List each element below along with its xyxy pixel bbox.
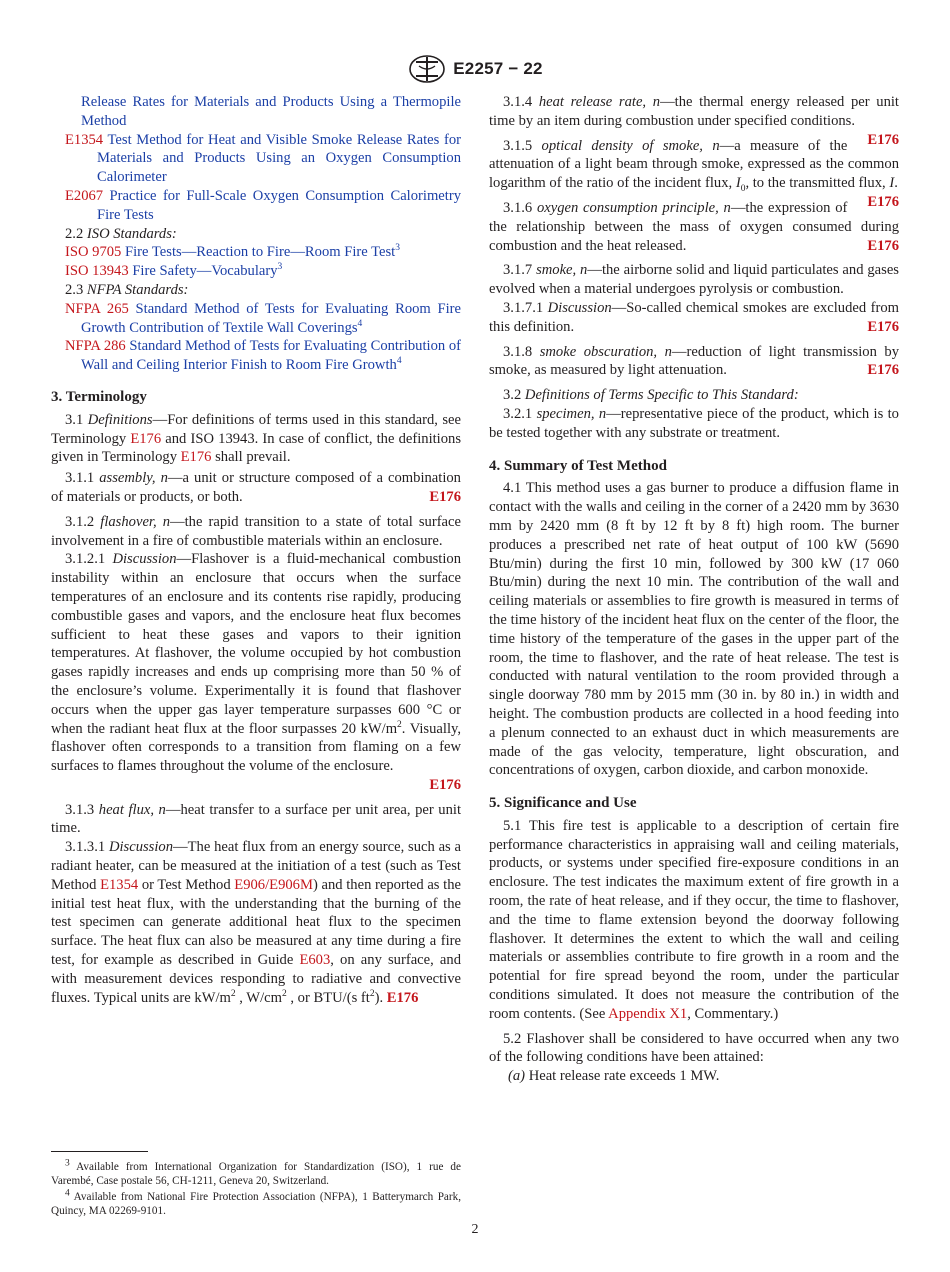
reference-e1354[interactable]: E1354 Test Method for Heat and Visible Smoke Release Rates for Materials and Products Using an Oxygen Consumption Calorimeter [65, 131, 461, 186]
paragraph-3-2: 3.2 Definitions of Terms Specific to This Standard: [503, 387, 799, 404]
paragraph-3-1-1: 3.1.1 assembly, n—a unit or structure composed of a combination of materials or products, or both. E176 [51, 470, 461, 505]
link-e176[interactable]: E176 [180, 449, 212, 466]
link-e1354[interactable]: E1354 [100, 876, 139, 893]
paragraph-4-1: 4.1 This method uses a gas burner to produce a diffusion flame in contact with the walls and ceiling in the corner of a 2420 mm by 3630 mm by 2420 mm (8 ft by 12 ft by 8 ft) high room. The burner produces a prescribed net rate of heat output of 100 kW (5690 Btu/min) during the first 10 min, followed by 300 kW (17 060 Btu/min) during the next 10 min. The contribution of the wall and ceiling materials or assemblies to fire growth is measured in terms of the time history of the incident heat flux on the center of the floor, the time history of the temperature of the gases in the upper part of the room, the time to flashover, and the rate of heat release. The test is conducted with natural ventilation to the room provided through a single doorway 780 mm by 2015 mm (30 in. by 80 in.) in width and height. The combustion products are collected in a hood feeding into a plenum connected to an exhaust duct in which measurements are made of the gas velocity, temperature, light obscuration, and concentrations of oxygen, carbon dioxide, and carbon monoxide. [489, 480, 899, 779]
paragraph-3-1-4: 3.1.4 heat release rate, n—the thermal energy released per unit time by an item during combustion under specified conditions. E176 [489, 94, 899, 148]
reference-nfpa-265[interactable]: NFPA 265 Standard Method of Tests for Evaluating Room Fire Growth Contribution of Textile Wall Coverings$^4$ [65, 300, 461, 336]
footnote-4: $^4$ Available from National Fire Protection Association (NFPA), 1 Batterymarch Park, Quincy, MA 02269-9101. [51, 1188, 461, 1217]
nfpa-standards-heading: 2.3 NFPA Standards: [65, 281, 189, 298]
paragraph-3-1-5: 3.1.5 optical density of smoke, n—a measure of the attenuation of a light beam through smoke, expressed as the common logarithm of the ratio of the incident flux, $I_0$, to the transmitted flux, I. E176 [489, 137, 899, 210]
paragraph-3-1-2-1: 3.1.2.1 Discussion—Flashover is a fluid-mechanical combustion instability within an enclosure that occurs when the surface temperatures of an enclosure and its contents rise rapidly, producing combustible gases and vapors, and the enclosure heat flux becomes sufficient to heat these gases and vapors to their ignition temperatures. At flashover, the volume occupied by hot combustion gases rapidly increases and ends up comprising more than 50 % of the enclosure’s volume. Experimentally it is found that flashover occurs when the upper gas layer temperature surpasses 600 °C or when the radiant heat flux at the floor surpasses 20 $kW/m^2$. Visually, flashover often corresponds to a transition from flaming on a few surfaces to flames throughout the volume of the enclosure. [51, 551, 461, 775]
section-4-heading: 4. Summary of Test Method [489, 457, 667, 474]
e176-tag[interactable]: E176 [867, 193, 899, 210]
e176-tag[interactable]: E176 [867, 318, 899, 335]
list-item-a: (a) Heat release rate exceeds 1 MW. [508, 1068, 720, 1085]
reference-continuation[interactable]: Release Rates for Materials and Products Using a Thermopile Method [81, 94, 461, 129]
reference-e2067[interactable]: E2067 Practice for Full-Scale Oxygen Consumption Calorimetry Fire Tests [65, 187, 461, 223]
paragraph-3-1-3: 3.1.3 heat flux, n—heat transfer to a surface per unit area, per unit time. [51, 801, 461, 837]
e176-tag[interactable]: E176 [867, 131, 899, 148]
reference-iso-9705[interactable]: ISO 9705 Fire Tests—Reaction to Fire—Room Fire Test$^3$ [65, 243, 400, 261]
reference-nfpa-286[interactable]: NFPA 286 Standard Method of Tests for Evaluating Contribution of Wall and Ceiling Interior Finish to Room Fire Growth$^4$ [65, 338, 461, 374]
link-e603[interactable]: E603 [299, 952, 331, 969]
right-column [489, 93, 899, 1086]
paragraph-3-1-7: 3.1.7 smoke, n—the airborne solid and liquid particulates and gases evolved when a material undergoes pyrolysis or combustion. [489, 262, 899, 298]
page-header [0, 54, 950, 84]
paragraph-3-1-8: 3.1.8 smoke obscuration, n—reduction of light transmission by smoke, as measured by light attenuation. E176 [489, 343, 899, 379]
section-5-heading: 5. Significance and Use [489, 795, 637, 812]
paragraph-3-2-1: 3.2.1 specimen, n—representative piece of the product, which is to be tested together with any substrate or treatment. [489, 405, 899, 441]
standard-designation: E2257 − 22 [453, 59, 543, 78]
left-column [51, 93, 461, 1007]
paragraph-3-1-7-1: 3.1.7.1 Discussion—So-called chemical smokes are excluded from this definition. E176 [489, 299, 899, 335]
page-number: 2 [471, 1222, 479, 1237]
section-3-heading: 3. Terminology [51, 388, 147, 405]
e176-tag[interactable]: E176 [867, 362, 899, 379]
paragraph-3-1-6: 3.1.6 oxygen consumption principle, n—the expression of the relationship between the mass of oxygen consumed during combustion and the heat released. E176 [489, 199, 899, 254]
e176-tag-line [51, 776, 461, 795]
link-appendix-x1[interactable]: Appendix X1 [608, 1005, 688, 1022]
e176-tag[interactable]: E176 [429, 776, 461, 793]
footnote-3: $^3$ Available from International Organization for Standardization (ISO), 1 rue de Varembé, Case postale 56, CH-1211, Geneva 20, Switzerland. [51, 1158, 461, 1187]
e176-tag[interactable]: E176 [429, 488, 461, 505]
paragraph-3-1-3-1: 3.1.3.1 Discussion—The heat flux from an energy source, such as a radiant heater, can be measured at the initiation of a test (such as Test Method E1354 or Test Method E906/E906M) and then reported as the initial test heat flux, with the understanding that the burning of the test specimen can generate additional heat flux to the specimen surface. The heat flux can also be measured at any time during a fire test, for example as described in Guide E603, on any surface, and with measurement devices responding to radiative and convective fluxes. Typical units are $kW/m^2$ , $W/cm^2$ , or BTU/(s $ft^2$). E176 [51, 839, 462, 1006]
link-e176[interactable]: E176 [130, 430, 162, 447]
paragraph-5-1: 5.1 This fire test is applicable to a description of certain fire performance characteristics in appraising wall and ceiling materials, products, or systems under specified fire-exposure conditions in an enclosure. The test indicates the maximum extent of fire growth in a room, the rate of heat release, and if they occur, the time to flashover, and the time to flame extension beyond the doorway following flashover. It determines the extent to which the wall and ceiling materials or assemblies contribute to fire growth in a room and the potential for fire spread beyond the room, under the particular conditions simulated. It does not measure the contribution of the room contents. (See Appendix X1, Commentary.) [489, 817, 899, 1022]
iso-standards-heading: 2.2 ISO Standards: [65, 225, 177, 242]
paragraph-3-1: 3.1 Definitions—For definitions of terms used in this standard, see Terminology E176 and ISO 13943. In case of conflict, the definitions given in Terminology E176 shall prevail. [51, 411, 462, 466]
reference-iso-13943[interactable]: ISO 13943 Fire Safety—Vocabulary$^3$ [65, 262, 283, 280]
paragraph-5-2: 5.2 Flashover shall be considered to have occurred when any two of the following conditions have been attained: [489, 1030, 899, 1066]
e176-tag[interactable]: E176 [386, 989, 419, 1006]
paragraph-3-1-2: 3.1.2 flashover, n—the rapid transition to a state of total surface involvement in a fire of combustible materials within an enclosure. [51, 513, 461, 549]
footnote-rule [51, 1151, 148, 1152]
e176-tag[interactable]: E176 [867, 237, 899, 254]
astm-logo-icon [407, 54, 447, 84]
link-e906[interactable]: E906/E906M [234, 876, 313, 893]
